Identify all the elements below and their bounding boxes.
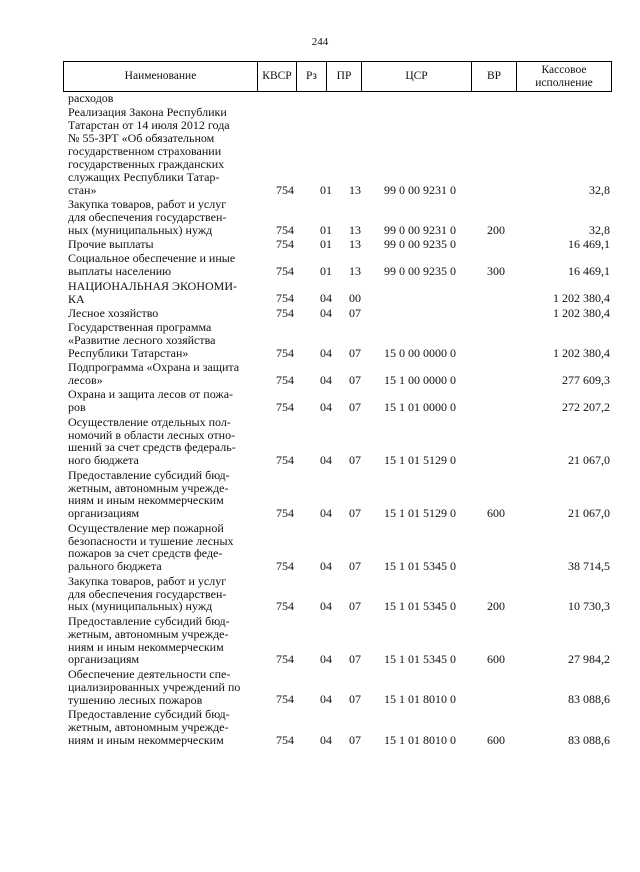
row-amount: 32,8 (589, 182, 610, 197)
row-pr: 13 (349, 222, 361, 237)
row-rz: 04 (320, 305, 332, 320)
row-pr: 07 (349, 345, 361, 360)
row-amount: 10 730,3 (568, 599, 610, 614)
row-pr: 07 (349, 599, 361, 614)
row-pr: 07 (349, 400, 361, 415)
row-csr: 99 0 00 9235 0 (384, 237, 456, 252)
row-kvsr: 754 (276, 237, 294, 252)
header-name: Наименование (64, 62, 258, 91)
row-pr: 07 (349, 692, 361, 707)
row-amount: 1 202 380,4 (553, 345, 610, 360)
row-kvsr: 754 (276, 182, 294, 197)
row-kvsr: 754 (276, 692, 294, 707)
row-name: Предоставление субсидий бюд- жетным, автономным учрежде- ниям и иным некоммерческим организациям (68, 467, 230, 521)
table-row (0, 469, 640, 521)
row-name: Социальное обеспечение и иные выплаты населению (68, 251, 236, 279)
row-name: Предоставление субсидий бюд- жетным, автономным учрежде- ниям и иным некоммерческим организациям (68, 613, 230, 667)
header-vr: ВР (472, 62, 517, 91)
table-row (0, 321, 640, 360)
row-csr: 15 0 00 0000 0 (384, 345, 456, 360)
header-amount: Кассовое исполнение (535, 63, 593, 89)
row-pr: 07 (349, 559, 361, 574)
table-row (0, 361, 640, 387)
row-pr: 07 (349, 652, 361, 667)
table-row (0, 708, 640, 747)
row-name: Прочие выплаты (68, 237, 154, 252)
row-rz: 04 (320, 506, 332, 521)
row-pr: 07 (349, 453, 361, 468)
row-kvsr: 754 (276, 732, 294, 747)
row-csr: 99 0 00 9235 0 (384, 264, 456, 279)
row-pr: 07 (349, 506, 361, 521)
row-rz: 04 (320, 453, 332, 468)
table-row (0, 106, 640, 196)
row-amount: 27 984,2 (568, 652, 610, 667)
row-pr: 13 (349, 264, 361, 279)
row-kvsr: 754 (276, 652, 294, 667)
row-kvsr: 754 (276, 305, 294, 320)
row-csr: 15 1 01 0000 0 (384, 400, 456, 415)
row-vr: 200 (487, 222, 505, 237)
row-rz: 01 (320, 264, 332, 279)
row-vr: 600 (487, 732, 505, 747)
row-amount: 32,8 (589, 222, 610, 237)
row-rz: 04 (320, 291, 332, 306)
row-kvsr: 754 (276, 291, 294, 306)
row-kvsr: 754 (276, 345, 294, 360)
row-rz: 04 (320, 400, 332, 415)
row-kvsr: 754 (276, 599, 294, 614)
header-rz: Рз (297, 62, 327, 91)
row-name: Государственная программа «Развитие лесного хозяйства Республики Татарстан» (68, 320, 216, 360)
row-kvsr: 754 (276, 222, 294, 237)
row-rz: 01 (320, 222, 332, 237)
row-name: Лесное хозяйство (68, 305, 159, 320)
row-pr: 13 (349, 182, 361, 197)
row-pr: 00 (349, 291, 361, 306)
table-row (0, 416, 640, 468)
row-name: Подпрограмма «Охрана и защита лесов» (68, 360, 240, 388)
table-row (0, 280, 640, 306)
row-amount: 1 202 380,4 (553, 305, 610, 320)
row-vr: 600 (487, 506, 505, 521)
row-csr: 99 0 00 9231 0 (384, 182, 456, 197)
table-row (0, 307, 640, 320)
row-pr: 07 (349, 373, 361, 388)
row-rz: 01 (320, 182, 332, 197)
row-kvsr: 754 (276, 506, 294, 521)
row-kvsr: 754 (276, 453, 294, 468)
row-csr: 15 1 01 5345 0 (384, 652, 456, 667)
row-name: Осуществление мер пожарной безопасности и тушение лесных пожаров за счет средств феде- рального бюджета (68, 520, 234, 574)
header-kvsr: КВСР (258, 62, 297, 91)
row-vr: 600 (487, 652, 505, 667)
row-csr: 15 1 01 8010 0 (384, 732, 456, 747)
row-name: Осуществление отдельных пол- номочий в области лесных отно- шений за счет средств федераль- ного бюджета (68, 414, 236, 468)
table-header (63, 61, 612, 92)
row-rz: 04 (320, 559, 332, 574)
row-amount: 83 088,6 (568, 692, 610, 707)
table-row (0, 522, 640, 574)
table-row (0, 668, 640, 707)
row-name: Закупка товаров, работ и услуг для обеспечения государствен- ных (муниципальных) нужд (68, 573, 227, 614)
row-rz: 04 (320, 692, 332, 707)
header-csr: ЦСР (362, 62, 472, 91)
page-number: 244 (311, 36, 329, 48)
row-amount: 21 067,0 (568, 506, 610, 521)
row-csr: 15 1 01 8010 0 (384, 692, 456, 707)
row-amount: 16 469,1 (568, 264, 610, 279)
header-pr: ПР (327, 62, 362, 91)
row-rz: 01 (320, 237, 332, 252)
row-rz: 04 (320, 652, 332, 667)
row-name: Предоставление субсидий бюд- жетным, автономным учрежде- ниям и иным некоммерческим (68, 706, 230, 747)
row-name: расходов (68, 91, 114, 105)
row-name: Реализация Закона Республики Татарстан от 14 июля 2012 года № 55-ЗРТ «Об обязательном государственном страховании государственных гражданских служащих Республики Татар- стан» (68, 105, 230, 197)
row-amount: 83 088,6 (568, 732, 610, 747)
row-rz: 04 (320, 732, 332, 747)
row-name: Охрана и защита лесов от пожа- ров (68, 387, 234, 415)
row-kvsr: 754 (276, 373, 294, 388)
row-vr: 200 (487, 599, 505, 614)
row-kvsr: 754 (276, 264, 294, 279)
row-name: Закупка товаров, работ и услуг для обеспечения государствен- ных (муниципальных) нужд (68, 197, 227, 237)
row-rz: 04 (320, 599, 332, 614)
row-csr: 15 1 01 5129 0 (384, 453, 456, 468)
table-row (0, 615, 640, 667)
table-row (0, 388, 640, 414)
row-pr: 07 (349, 305, 361, 320)
row-name: НАЦИОНАЛЬНАЯ ЭКОНОМИ- КА (68, 278, 237, 306)
row-vr: 300 (487, 264, 505, 279)
row-csr: 15 1 01 5345 0 (384, 599, 456, 614)
row-amount: 21 067,0 (568, 453, 610, 468)
table-row (0, 252, 640, 278)
row-amount: 277 609,3 (562, 373, 610, 388)
row-pr: 13 (349, 237, 361, 252)
row-amount: 272 207,2 (562, 400, 610, 415)
row-csr: 15 1 00 0000 0 (384, 373, 456, 388)
row-csr: 15 1 01 5129 0 (384, 506, 456, 521)
row-csr: 99 0 00 9231 0 (384, 222, 456, 237)
table-row (0, 238, 640, 251)
row-rz: 04 (320, 345, 332, 360)
table-row (0, 92, 640, 105)
row-amount: 1 202 380,4 (553, 291, 610, 306)
table-body (0, 92, 640, 832)
row-name: Обеспечение деятельности спе- циализированных учреждений по тушению лесных пожаров (68, 666, 241, 707)
row-rz: 04 (320, 373, 332, 388)
row-csr: 15 1 01 5345 0 (384, 559, 456, 574)
row-pr: 07 (349, 732, 361, 747)
row-amount: 16 469,1 (568, 237, 610, 252)
table-row (0, 575, 640, 614)
row-amount: 38 714,5 (568, 559, 610, 574)
row-kvsr: 754 (276, 400, 294, 415)
row-kvsr: 754 (276, 559, 294, 574)
table-row (0, 198, 640, 237)
